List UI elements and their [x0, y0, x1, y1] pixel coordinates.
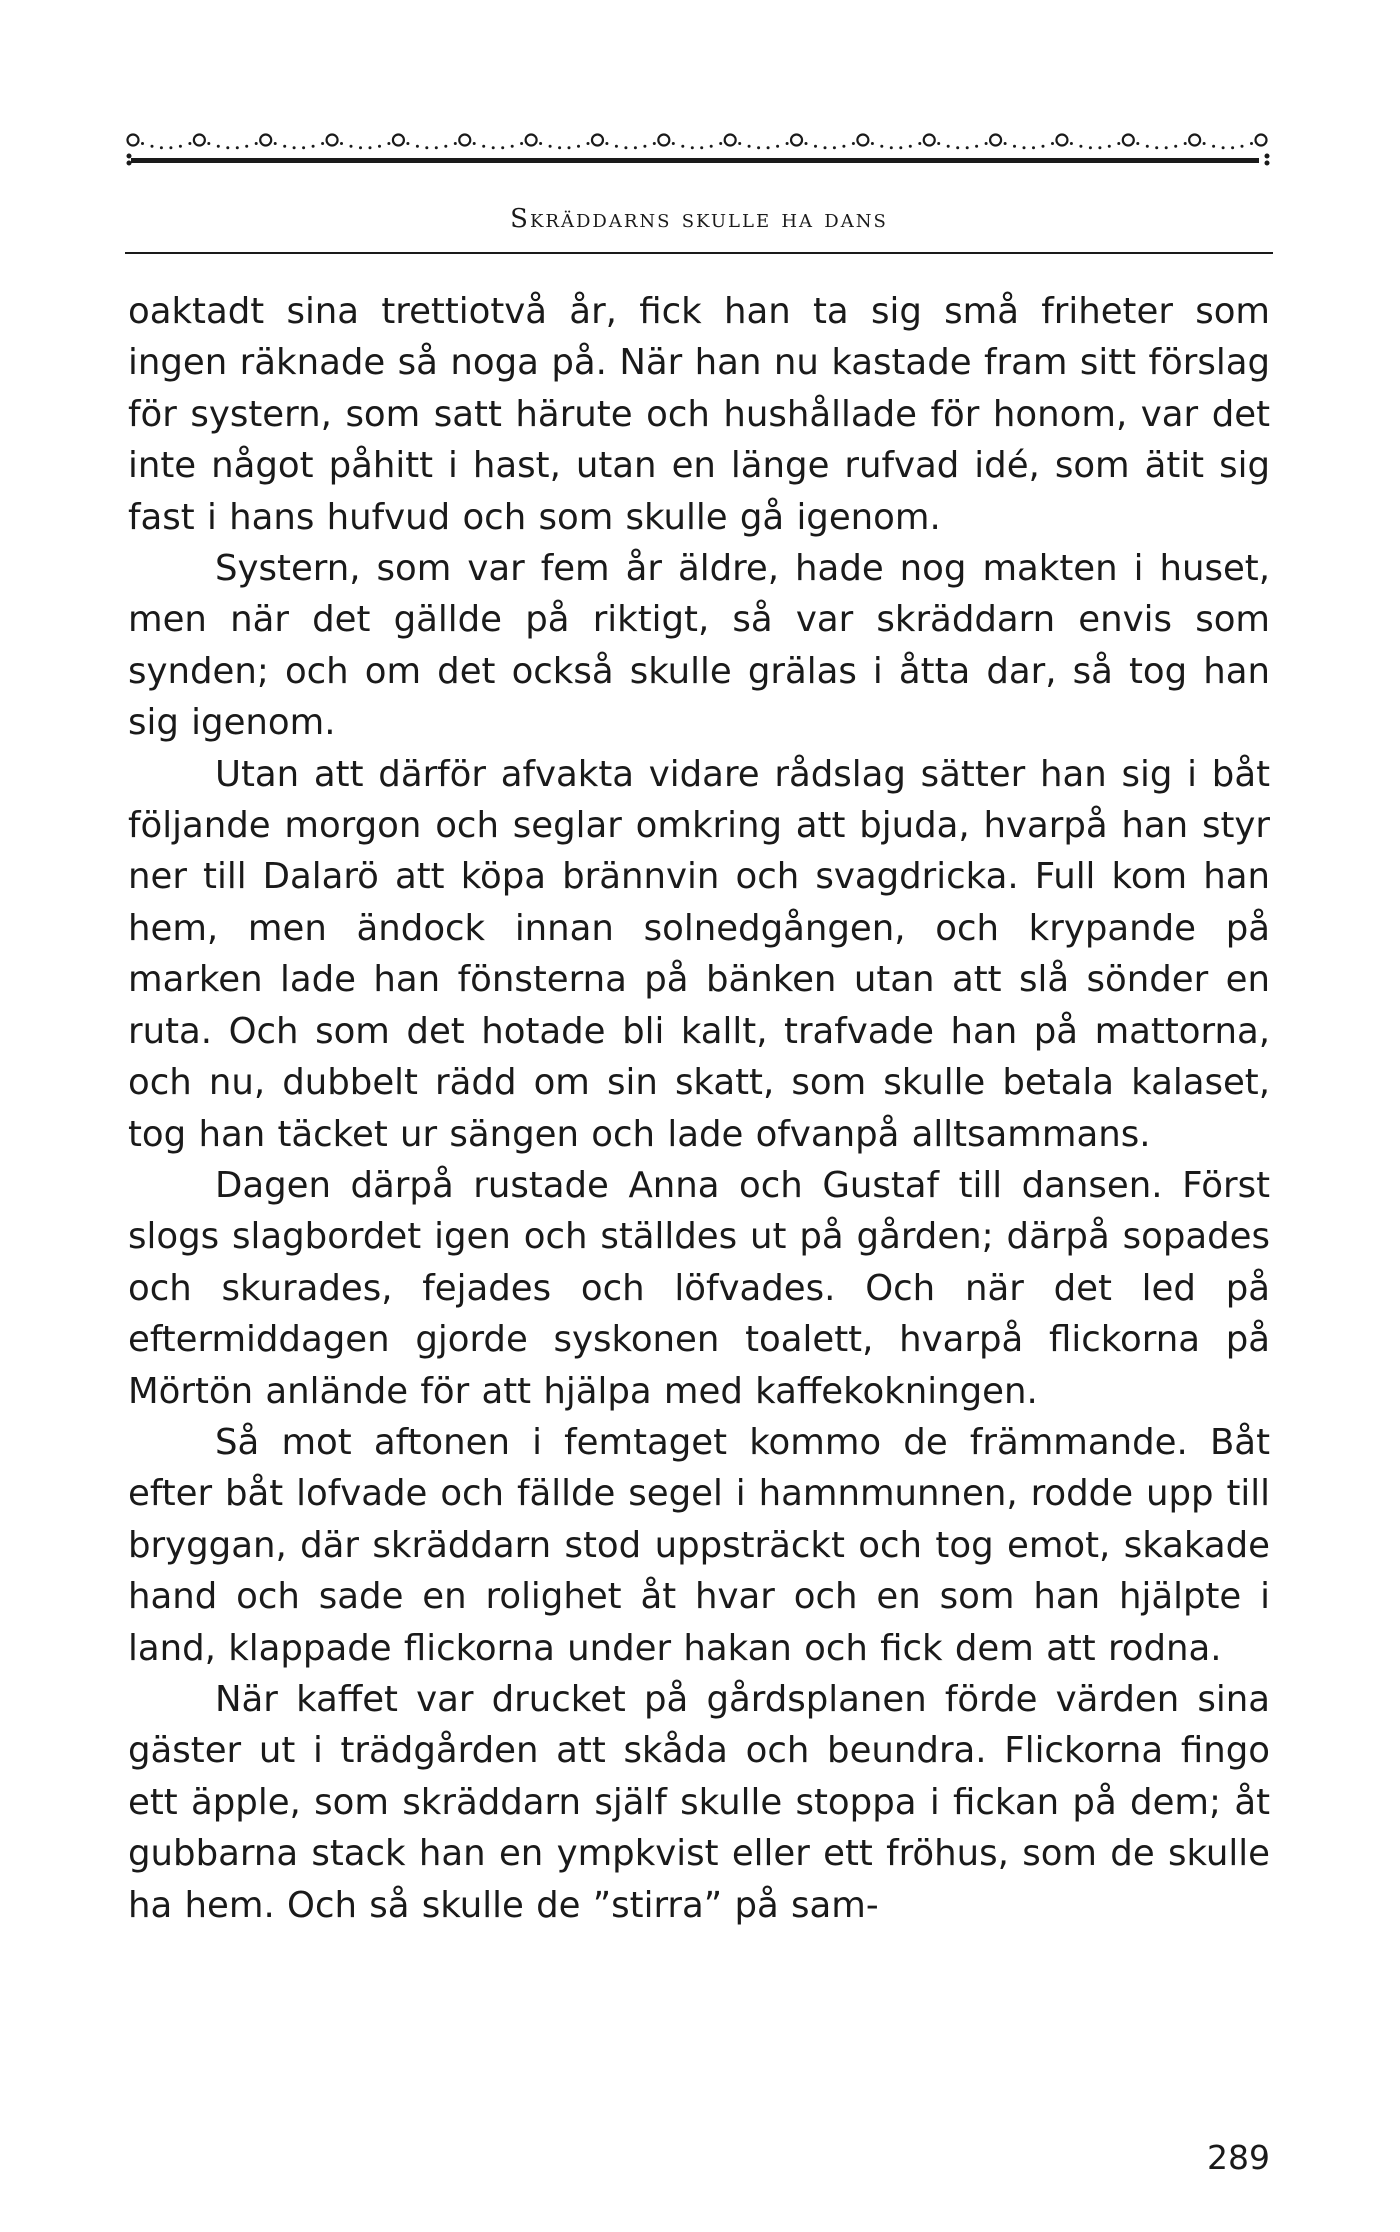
body-text — [128, 286, 1270, 1931]
paragraph-5: Så mot aftonen i femtaget kommo de främmande. Båt efter båt lofvade och fällde segel i hamnmunnen, rodde upp till bryggan, där skräddarn stod uppsträckt och tog emot, skakade hand och sade en rolighet åt hvar och en som han hjälpte i land, klappade flickorna under hakan och fick dem att rodna. — [128, 1421, 1270, 1669]
paragraph-3: Utan att därför afvakta vidare rådslag sätter han sig i båt följande morgon och seglar omkring att bjuda, hvarpå han styr ner till Dalarö att köpa brännvin och svagdricka. Full kom han hem, men ändock innan solnedgången, och krypande på marken lade han fönsterna på bänken utan att slå sönder en ruta. Och som det hotade bli kallt, trafvade han på mattorna, och nu, dubbelt rädd om sin skatt, som skulle betala kalaset, tog han täcket ur sängen och lade ofvanpå alltsammans. — [128, 753, 1270, 1155]
dotted-chain-border-icon — [125, 118, 1273, 170]
paragraph-6: När kaffet var drucket på gårdsplanen förde värden sina gäster ut i trädgården att skåda och beundra. Flickorna fingo ett äpple, som skräddarn själf skulle stoppa i fickan på dem; åt gubbarna stack han en ympkvist eller ett fröhus, som de skulle ha hem. Och så skulle de ”stirra” på sam- — [128, 1678, 1270, 1926]
paragraph-1: oaktadt sina trettiotvå år, fick han ta sig små friheter som ingen räknade så noga på. När han nu kastade fram sitt förslag för systern, som satt härute och hushållade för honom, var det inte något påhitt i hast, utan en länge rufvad idé, som ätit sig fast i hans hufvud och som skulle gå igenom. — [128, 291, 1270, 538]
page-number: 289 — [1207, 2138, 1270, 2177]
header-ornament-border — [125, 118, 1273, 170]
paragraph-2: Systern, som var fem år äldre, hade nog makten i huset, men när det gällde på riktigt, så var skräddarn envis som synden; och om det också skulle grälas i åtta dar, så tog han sig igenom. — [128, 548, 1270, 744]
running-head: Skräddarns skulle ha dans — [510, 204, 888, 234]
header-rule — [125, 252, 1273, 254]
paragraph-4: Dagen därpå rustade Anna och Gustaf till dansen. Först slogs slagbordet igen och ställdes ut på gården; därpå sopades och skurades, fejades och löfvades. Och när det led på eftermiddagen gjorde syskonen toalett, hvarpå flickorna på Mörtön anlände för att hjälpa med kaffekokningen. — [128, 1164, 1270, 1412]
